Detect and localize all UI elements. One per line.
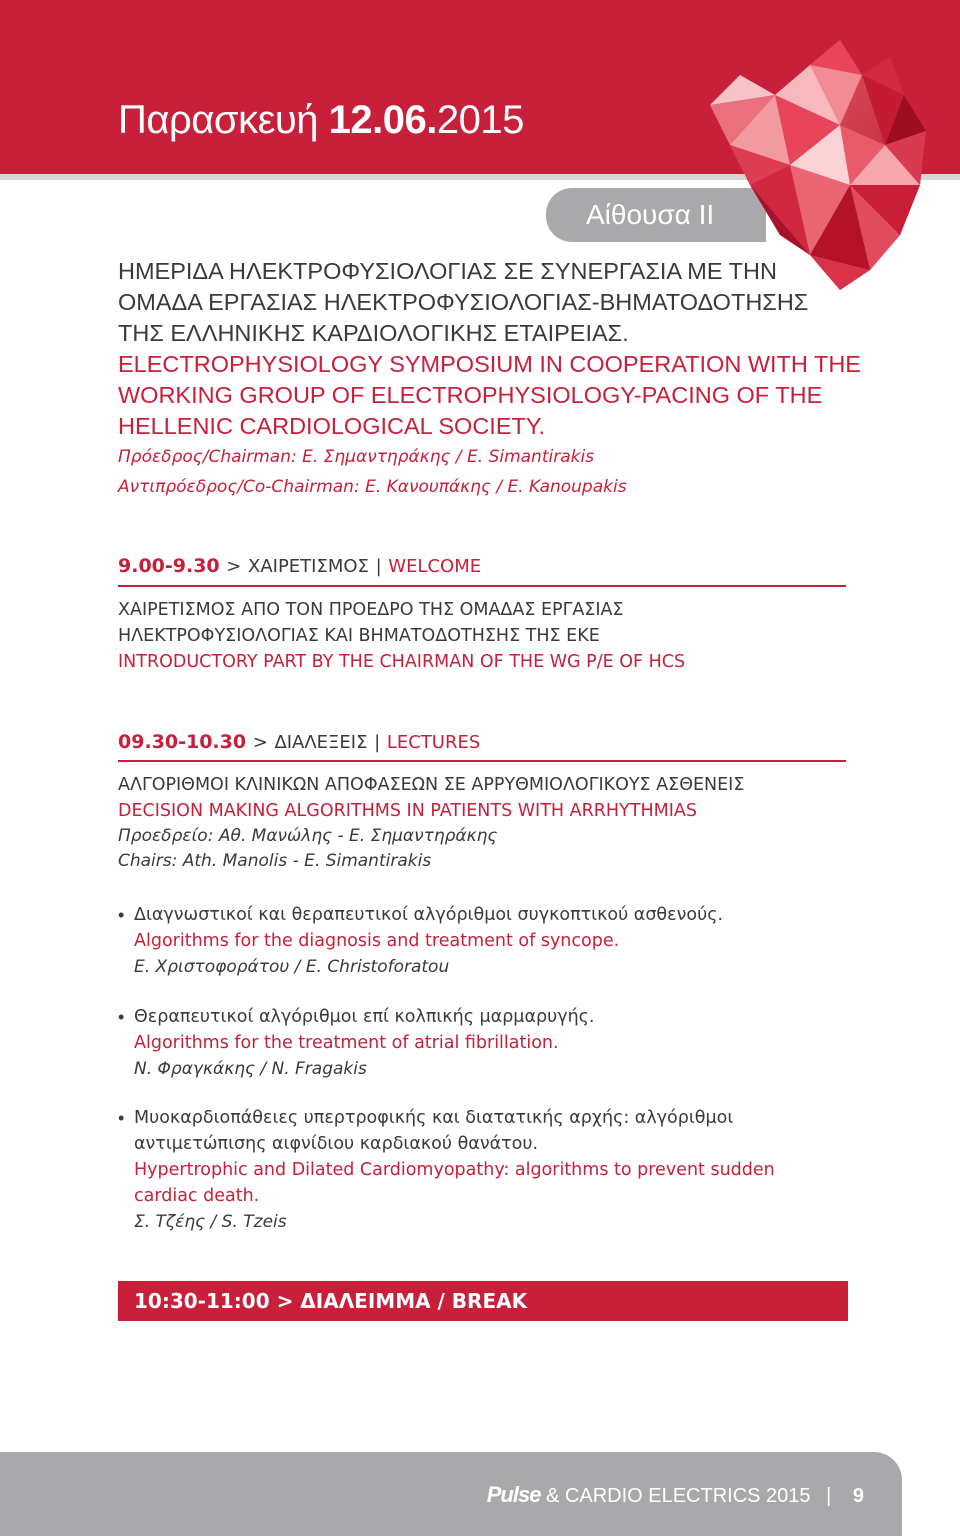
symposium-en-line-3: HELLENIC CARDIOLOGICAL SOCIETY. <box>118 413 546 439</box>
day-label: Παρασκευή <box>118 98 319 142</box>
session-time: 09.30-10.30 <box>118 731 247 753</box>
talk-speaker: Ε. Χριστοφοράτου / E. Christoforatou <box>134 957 450 977</box>
date-label: 12.06. <box>328 98 437 142</box>
session-title-gr: ΧΑΙΡΕΤΙΣΜΟΣ <box>248 556 369 577</box>
symposium-block <box>118 256 878 502</box>
session-separator: | <box>374 732 381 753</box>
bullet-icon: • <box>118 905 125 925</box>
symposium-gr-line-2: ΟΜΑΔΑ ΕΡΓΑΣΙΑΣ ΗΛΕΚΤΡΟΦΥΣΙΟΛΟΓΙΑΣ-ΒΗΜΑΤΟΔΟΤΗΣΗΣ <box>118 289 809 315</box>
break-banner: 10:30-11:00 > ΔΙΑΛΕΙΜΜΑ / BREAK <box>118 1281 848 1321</box>
co-chairman-line: Αντιπρόεδρος/Co-Chairman: Ε. Κανουπάκης / E. Kanoupakis <box>118 477 627 497</box>
talk-title-gr: Θεραπευτικοί αλγόριθμοι επί κολπικής μαρμαρυγής. <box>134 1007 595 1027</box>
session-title-en: LECTURES <box>386 732 481 753</box>
symposium-gr-line-1: ΗΜΕΡΙΔΑ ΗΛΕΚΤΡΟΦΥΣΙΟΛΟΓΙΑΣ ΣΕ ΣΥΝΕΡΓΑΣΙΑ ΜΕ ΤΗΝ <box>118 258 777 284</box>
welcome-desc-en: INTRODUCTORY PART BY THE CHAIRMAN OF THE WG P/E OF HCS <box>118 652 686 672</box>
session-title-en: WELCOME <box>388 556 482 577</box>
footer-event: & CARDIO ELECTRICS 2015 <box>546 1485 811 1507</box>
page-title <box>118 98 524 143</box>
talk-speaker: Ν. Φραγκάκης / N. Fragakis <box>134 1059 367 1079</box>
footer-band <box>0 1452 902 1536</box>
year-label: 2015 <box>436 98 524 142</box>
talk-item <box>118 902 858 980</box>
talk-title-gr-1: Μυοκαρδιοπάθειες υπερτροφικής και διατατικής αρχής: αλγόριθμοι <box>134 1108 734 1128</box>
talk-item <box>118 1004 858 1082</box>
talk-title-en: Algorithms for the diagnosis and treatment of syncope. <box>134 931 620 951</box>
symposium-en-line-2: WORKING GROUP OF ELECTROPHYSIOLOGY-PACING OF THE <box>118 382 823 408</box>
page-number: 9 <box>852 1485 864 1507</box>
session-title-gr: ΔΙΑΛΕΞΕΙΣ <box>274 732 368 753</box>
talk-item <box>118 1105 858 1235</box>
talk-speaker: Σ. Τζέης / S. Tzeis <box>134 1212 287 1232</box>
session-welcome-desc <box>118 597 858 675</box>
lectures-chairs-en: Chairs: Ath. Manolis - E. Simantirakis <box>118 851 432 871</box>
session-time: 9.00-9.30 <box>118 555 220 577</box>
session-lectures-title <box>118 731 480 753</box>
room-tab: Αίθουσα ΙΙ <box>546 188 766 242</box>
session-welcome-title <box>118 555 481 577</box>
welcome-desc-gr-1: ΧΑΙΡΕΤΙΣΜΟΣ ΑΠΟ ΤΟΝ ΠΡΟΕΔΡΟ ΤΗΣ ΟΜΑΔΑΣ ΕΡΓΑΣΙΑΣ <box>118 600 624 620</box>
welcome-desc-gr-2: ΗΛΕΚΤΡΟΦΥΣΙΟΛΟΓΙΑΣ ΚΑΙ ΒΗΜΑΤΟΔΟΤΗΣΗΣ ΤΗΣ ΕΚΕ <box>118 626 600 646</box>
lectures-desc-gr: ΑΛΓΟΡΙΘΜΟΙ ΚΛΙΝΙΚΩΝ ΑΠΟΦΑΣΕΩΝ ΣΕ ΑΡΡΥΘΜΙΟΛΟΓΙΚΟΥΣ ΑΣΘΕΝΕΙΣ <box>118 775 745 795</box>
talk-title-en-1: Hypertrophic and Dilated Cardiomyopathy: algorithms to prevent sudden <box>134 1160 775 1180</box>
footer-text <box>487 1482 864 1508</box>
footer-separator: | <box>826 1485 832 1507</box>
chairman-line: Πρόεδρος/Chairman: Ε. Σημαντηράκης / E. Simantirakis <box>118 447 595 467</box>
symposium-gr-line-3: ΤΗΣ ΕΛΛΗΝΙΚΗΣ ΚΑΡΔΙΟΛΟΓΙΚΗΣ ΕΤΑΙΡΕΙΑΣ. <box>118 320 629 346</box>
bullet-icon: • <box>118 1007 125 1027</box>
session-lectures-rule <box>118 760 846 762</box>
session-welcome-rule <box>118 585 846 587</box>
bullet-icon: • <box>118 1108 125 1128</box>
symposium-en-line-1: ELECTROPHYSIOLOGY SYMPOSIUM IN COOPERATION WITH THE <box>118 351 861 377</box>
lectures-desc-en: DECISION MAKING ALGORITHMS IN PATIENTS WITH ARRHYTHMIAS <box>118 801 697 821</box>
footer-brand-logo: Pulse <box>486 1482 541 1507</box>
session-arrow: > <box>226 556 242 577</box>
session-arrow: > <box>252 732 268 753</box>
session-separator: | <box>375 556 382 577</box>
session-lectures-desc <box>118 772 858 874</box>
lectures-chairs-gr: Προεδρείο: Αθ. Μανώλης - Ε. Σημαντηράκης <box>118 826 498 846</box>
talk-title-gr-2: αντιμετώπισης αιφνίδιου καρδιακού θανάτου. <box>134 1134 539 1154</box>
talk-title-gr: Διαγνωστικοί και θεραπευτικοί αλγόριθμοι συγκοπτικού ασθενούς. <box>134 905 724 925</box>
talk-title-en-2: cardiac death. <box>134 1186 260 1206</box>
talk-title-en: Algorithms for the treatment of atrial fibrillation. <box>134 1033 559 1053</box>
